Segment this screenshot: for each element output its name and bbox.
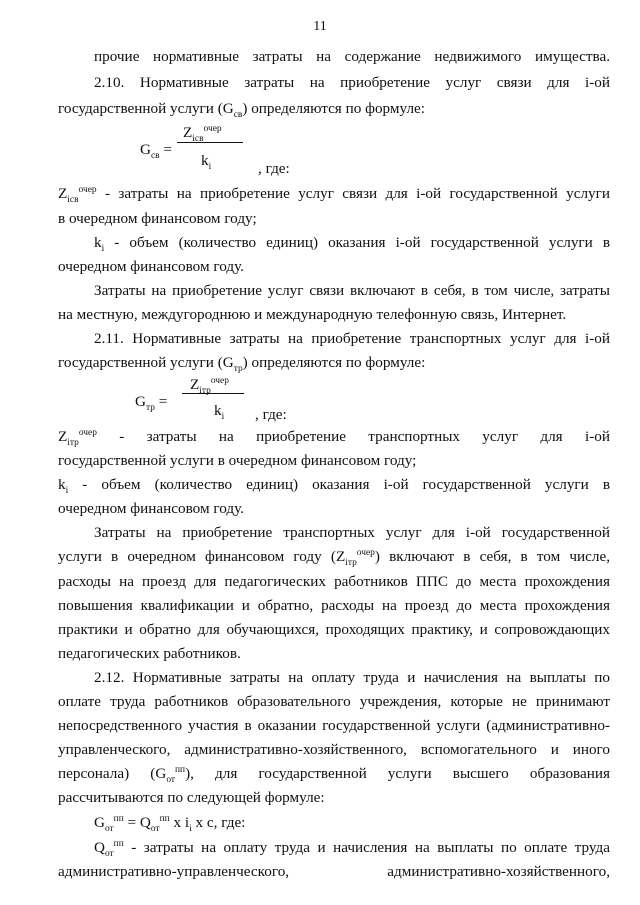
text-line: педагогических работников.	[58, 645, 241, 662]
definition-line: $k_i$ - объем (количество единиц) оказания i-ой государственной услуги в	[94, 234, 610, 255]
formula-lhs: $G_{св}$ =	[140, 141, 172, 162]
formula-lhs: $G_{тр}$ =	[135, 393, 168, 414]
formula-labor: $G_{от}^{пп} = Q_{от}^{пп}$ x $i_i$ x c, где:	[94, 813, 246, 835]
text-line: Затраты на приобретение транспортных услуг для i-ой государственной	[94, 524, 610, 541]
formula-where: , где:	[255, 406, 287, 423]
text-line: на местную, междугороднюю и международную телефонную связь, Интернет.	[58, 306, 567, 323]
text-line: в очередном финансовом году;	[58, 210, 257, 227]
formula-numerator: $Z_{iсв}^{очер}$	[183, 123, 222, 145]
formula-denominator: $k_i$	[201, 152, 212, 173]
section-2-11-heading: 2.11. Нормативные затраты на приобретение транспортных услуг для i-ой	[94, 330, 610, 347]
text-line: расходы на проезд для педагогических работников ППС до места прохождения	[58, 573, 610, 590]
text-line: административно-управленческого, административно-хозяйственного,	[58, 863, 610, 880]
text-line: очередном финансовом году.	[58, 500, 244, 517]
text-line: оплате труда работников образовательного учреждения, которые не принимают	[58, 693, 610, 710]
page-number: 11	[313, 19, 327, 34]
formula-numerator: $Z_{iтр}^{очер}$	[190, 375, 229, 397]
formula-where: , где:	[258, 160, 290, 177]
text-line: государственной услуги $(G_{тр})$ определяются по формуле:	[58, 354, 426, 375]
section-2-10-heading: 2.10. Нормативные затраты на приобретение услуг связи для i-ой	[94, 74, 610, 91]
text-line: управленческого, административно-хозяйственного, вспомогательного и иного	[58, 741, 610, 758]
text-line: услуги в очередном финансовом году $(Z_{iтр}^{очер})$ включают в себя, в том числе,	[58, 547, 611, 569]
section-2-12-heading: 2.12. Нормативные затраты на оплату труда и начисления на выплаты по	[94, 669, 610, 686]
fraction-bar	[177, 142, 243, 143]
fraction-bar	[182, 393, 244, 394]
formula-denominator: $k_i$	[214, 402, 225, 423]
text-line: персонала) $(G_{от}^{пп})$, для государственной услуги высшего образования	[58, 764, 610, 786]
text-line: очередном финансовом году.	[58, 258, 244, 275]
definition-line: $Q_{от}^{пп}$ - затраты на оплату труда и начисления на выплаты по оплате труда	[94, 838, 610, 860]
text-line: государственной услуги $(G_{св})$ определяются по формуле:	[58, 100, 425, 121]
definition-line: $k_i$ - объем (количество единиц) оказания i-ой государственной услуги в	[58, 476, 610, 497]
text-line: непосредственного участия в оказании государственной услуги (административно-	[58, 717, 610, 734]
text-line: рассчитываются по следующей формуле:	[58, 789, 325, 806]
text-line: практики и обратно для обучающихся, проходящих практику, и сопровождающих	[58, 621, 610, 638]
text-line: Затраты на приобретение услуг связи включают в себя, в том числе, затраты	[94, 282, 610, 299]
definition-line: $Z_{iтр}^{очер}$ - затраты на приобретение транспортных услуг для i-ой	[58, 427, 610, 449]
text-line: повышения квалификации и обратно, расходы на проезд до места прохождения	[58, 597, 610, 614]
text-line: государственной услуги в очередном финансовом году;	[58, 452, 417, 469]
definition-line: $Z_{iсв}^{очер}$ - затраты на приобретение услуг связи для i-ой государственной услуги	[58, 184, 610, 206]
text-line: прочие нормативные затраты на содержание недвижимого имущества.	[94, 48, 610, 65]
